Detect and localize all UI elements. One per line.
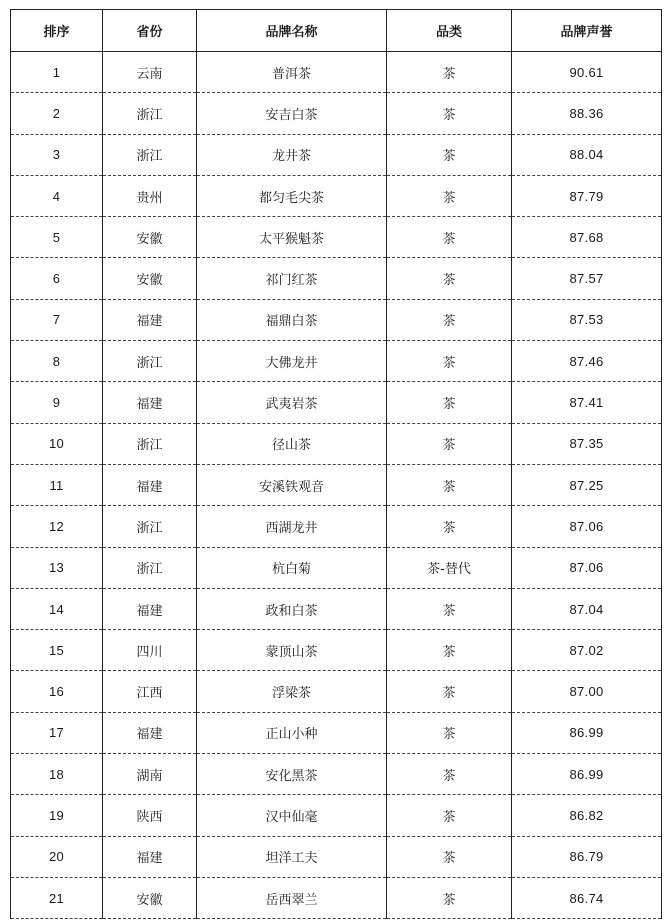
table-row	[11, 836, 662, 877]
category-cell: 茶	[387, 754, 512, 795]
category-cell: 茶-替代	[387, 547, 512, 588]
brand-name-cell: 坦洋工夫	[197, 836, 387, 877]
table-row	[11, 52, 662, 93]
reputation-score-cell: 87.25	[512, 464, 662, 505]
province-cell: 云南	[103, 52, 197, 93]
reputation-score-cell: 86.79	[512, 836, 662, 877]
rank-cell: 21	[11, 877, 103, 918]
table-row	[11, 671, 662, 712]
table-row	[11, 258, 662, 299]
province-cell: 浙江	[103, 506, 197, 547]
reputation-score-cell: 87.35	[512, 423, 662, 464]
category-cell: 茶	[387, 134, 512, 175]
province-cell: 安徽	[103, 258, 197, 299]
brand-ranking-table	[10, 9, 662, 919]
rank-cell: 5	[11, 217, 103, 258]
header-province: 省份	[103, 10, 197, 52]
table-row	[11, 588, 662, 629]
reputation-score-cell: 86.82	[512, 795, 662, 836]
brand-name-cell: 武夷岩茶	[197, 382, 387, 423]
brand-name-cell: 蒙顶山茶	[197, 630, 387, 671]
category-cell: 茶	[387, 341, 512, 382]
rank-cell: 8	[11, 341, 103, 382]
rank-cell: 19	[11, 795, 103, 836]
category-cell: 茶	[387, 175, 512, 216]
reputation-score-cell: 87.46	[512, 341, 662, 382]
reputation-score-cell: 86.99	[512, 754, 662, 795]
category-cell: 茶	[387, 299, 512, 340]
table-row	[11, 795, 662, 836]
province-cell: 陕西	[103, 795, 197, 836]
province-cell: 福建	[103, 299, 197, 340]
rank-cell: 9	[11, 382, 103, 423]
province-cell: 浙江	[103, 134, 197, 175]
reputation-score-cell: 87.57	[512, 258, 662, 299]
brand-name-cell: 杭白菊	[197, 547, 387, 588]
reputation-score-cell: 86.74	[512, 877, 662, 918]
table-row	[11, 877, 662, 918]
table-row	[11, 547, 662, 588]
table-body	[11, 52, 662, 919]
rank-cell: 20	[11, 836, 103, 877]
table-row	[11, 217, 662, 258]
category-cell: 茶	[387, 93, 512, 134]
header-rank: 排序	[11, 10, 103, 52]
brand-name-cell: 西湖龙井	[197, 506, 387, 547]
rank-cell: 6	[11, 258, 103, 299]
category-cell: 茶	[387, 671, 512, 712]
reputation-score-cell: 88.04	[512, 134, 662, 175]
header-category: 品类	[387, 10, 512, 52]
reputation-score-cell: 87.53	[512, 299, 662, 340]
brand-name-cell: 都匀毛尖茶	[197, 175, 387, 216]
brand-name-cell: 政和白茶	[197, 588, 387, 629]
category-cell: 茶	[387, 795, 512, 836]
reputation-score-cell: 87.00	[512, 671, 662, 712]
province-cell: 安徽	[103, 877, 197, 918]
brand-name-cell: 大佛龙井	[197, 341, 387, 382]
brand-name-cell: 浮梁茶	[197, 671, 387, 712]
province-cell: 浙江	[103, 547, 197, 588]
brand-name-cell: 安吉白茶	[197, 93, 387, 134]
category-cell: 茶	[387, 52, 512, 93]
table-row	[11, 299, 662, 340]
header-row	[11, 10, 662, 52]
province-cell: 江西	[103, 671, 197, 712]
province-cell: 福建	[103, 588, 197, 629]
province-cell: 福建	[103, 836, 197, 877]
province-cell: 贵州	[103, 175, 197, 216]
category-cell: 茶	[387, 382, 512, 423]
brand-name-cell: 汉中仙毫	[197, 795, 387, 836]
table-row	[11, 93, 662, 134]
table-row	[11, 754, 662, 795]
rank-cell: 17	[11, 712, 103, 753]
rank-cell: 3	[11, 134, 103, 175]
table-row	[11, 712, 662, 753]
reputation-score-cell: 87.02	[512, 630, 662, 671]
brand-name-cell: 龙井茶	[197, 134, 387, 175]
category-cell: 茶	[387, 630, 512, 671]
rank-cell: 11	[11, 464, 103, 505]
province-cell: 福建	[103, 464, 197, 505]
rank-cell: 18	[11, 754, 103, 795]
reputation-score-cell: 88.36	[512, 93, 662, 134]
brand-name-cell: 祁门红茶	[197, 258, 387, 299]
rank-cell: 13	[11, 547, 103, 588]
reputation-score-cell: 87.06	[512, 547, 662, 588]
table-row	[11, 423, 662, 464]
rank-cell: 16	[11, 671, 103, 712]
table-row	[11, 134, 662, 175]
table-row	[11, 175, 662, 216]
brand-name-cell: 正山小种	[197, 712, 387, 753]
brand-ranking-table-container	[10, 9, 661, 919]
province-cell: 湖南	[103, 754, 197, 795]
rank-cell: 14	[11, 588, 103, 629]
province-cell: 浙江	[103, 341, 197, 382]
table-row	[11, 506, 662, 547]
category-cell: 茶	[387, 217, 512, 258]
reputation-score-cell: 86.99	[512, 712, 662, 753]
category-cell: 茶	[387, 836, 512, 877]
brand-name-cell: 径山茶	[197, 423, 387, 464]
brand-name-cell: 安溪铁观音	[197, 464, 387, 505]
category-cell: 茶	[387, 588, 512, 629]
category-cell: 茶	[387, 258, 512, 299]
rank-cell: 12	[11, 506, 103, 547]
category-cell: 茶	[387, 464, 512, 505]
brand-name-cell: 普洱茶	[197, 52, 387, 93]
rank-cell: 10	[11, 423, 103, 464]
province-cell: 安徽	[103, 217, 197, 258]
reputation-score-cell: 87.06	[512, 506, 662, 547]
category-cell: 茶	[387, 712, 512, 753]
reputation-score-cell: 87.04	[512, 588, 662, 629]
brand-name-cell: 福鼎白茶	[197, 299, 387, 340]
province-cell: 浙江	[103, 93, 197, 134]
rank-cell: 4	[11, 175, 103, 216]
brand-name-cell: 太平猴魁茶	[197, 217, 387, 258]
category-cell: 茶	[387, 423, 512, 464]
rank-cell: 15	[11, 630, 103, 671]
category-cell: 茶	[387, 877, 512, 918]
table-row	[11, 630, 662, 671]
province-cell: 四川	[103, 630, 197, 671]
brand-name-cell: 岳西翠兰	[197, 877, 387, 918]
rank-cell: 1	[11, 52, 103, 93]
table-row	[11, 382, 662, 423]
reputation-score-cell: 87.41	[512, 382, 662, 423]
rank-cell: 7	[11, 299, 103, 340]
reputation-score-cell: 87.68	[512, 217, 662, 258]
province-cell: 福建	[103, 382, 197, 423]
header-brand-name: 品牌名称	[197, 10, 387, 52]
rank-cell: 2	[11, 93, 103, 134]
header-brand-reputation: 品牌声誉	[512, 10, 662, 52]
table-row	[11, 341, 662, 382]
table-row	[11, 464, 662, 505]
province-cell: 福建	[103, 712, 197, 753]
reputation-score-cell: 90.61	[512, 52, 662, 93]
table-header	[11, 10, 662, 52]
brand-name-cell: 安化黑茶	[197, 754, 387, 795]
category-cell: 茶	[387, 506, 512, 547]
province-cell: 浙江	[103, 423, 197, 464]
reputation-score-cell: 87.79	[512, 175, 662, 216]
